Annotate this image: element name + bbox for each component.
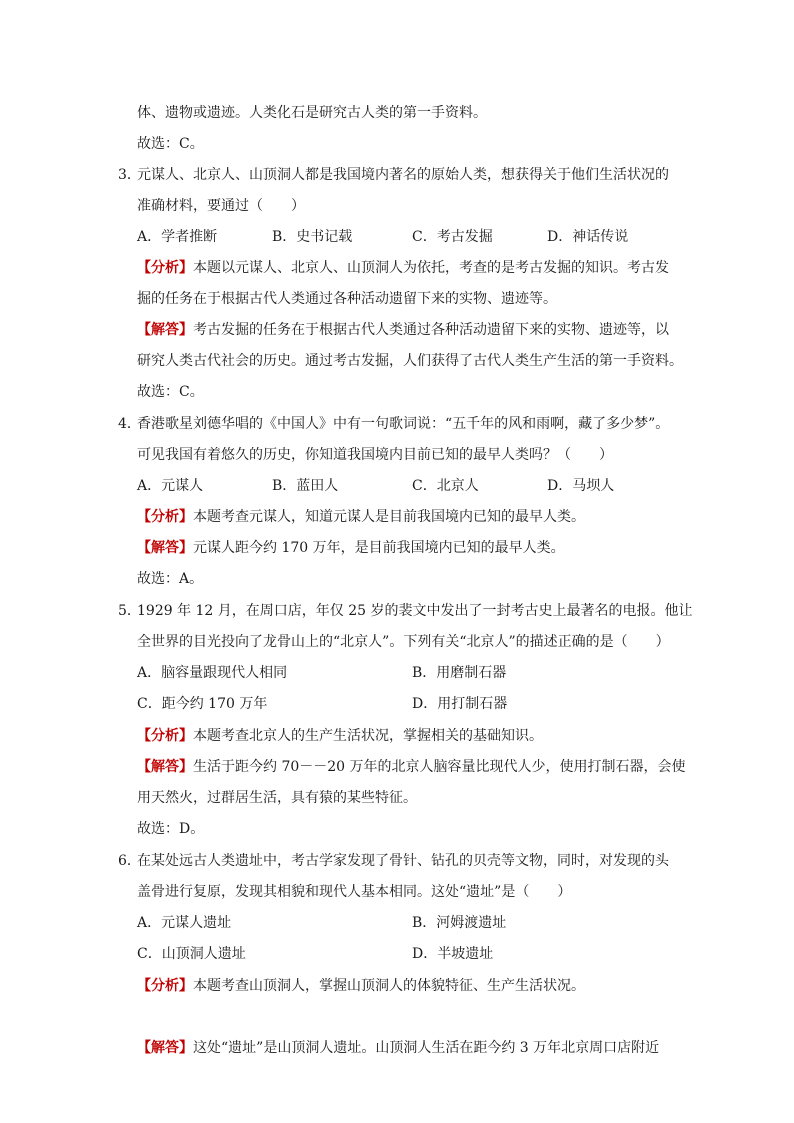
answer-line: 故选：A。 [137, 571, 204, 587]
analysis-text: 本题考查北京人的生产生活状况，掌握相关的基础知识。 [193, 728, 543, 744]
analysis-paragraph [137, 726, 543, 746]
option-b: B．河姆渡遗址 [412, 915, 507, 931]
solution-text: 考古发掘的任务在于根据古代人类通过各种活动遗留下来的实物、遗迹等，以 [193, 322, 669, 338]
solution-paragraph [137, 757, 686, 777]
solution-tag: 【解答】 [137, 540, 193, 556]
question-number: 3． [118, 167, 141, 183]
option-c: C．距今约 170 万年 [137, 696, 268, 712]
answer-line: 故选：D。 [137, 821, 205, 837]
option-d: D．神话传说 [547, 229, 629, 245]
question-stem: 盖骨进行复原，发现其相貌和现代人基本相同。这处“遗址”是（ ） [137, 884, 572, 900]
solution-tag: 【解答】 [137, 759, 193, 775]
analysis-text: 本题考查山顶洞人，掌握山顶洞人的体貌特征、生产生活状况。 [193, 978, 585, 994]
question-number: 5． [118, 603, 141, 619]
analysis-text: 本题考查元谋人，知道元谋人是目前我国境内已知的最早人类。 [193, 509, 585, 525]
solution-tag: 【解答】 [137, 1040, 193, 1056]
option-c: C．北京人 [412, 478, 479, 494]
option-a: A．元谋人遗址 [137, 915, 232, 931]
option-d: D．马坝人 [547, 478, 615, 494]
question-number: 6． [118, 853, 141, 869]
option-b: B．用磨制石器 [412, 665, 507, 681]
analysis-tag: 【分析】 [137, 978, 193, 994]
solution-paragraph [137, 320, 669, 340]
question-stem: 全世界的目光投向了龙骨山上的“北京人”。下列有关“北京人”的描述正确的是（ ） [137, 634, 670, 650]
question-stem: 在某处远古人类遗址中，考古学家发现了骨针、钻孔的贝壳等文物，同时，对发现的头 [137, 853, 669, 869]
analysis-paragraph [137, 976, 585, 996]
analysis-tag: 【分析】 [137, 728, 193, 744]
solution-text: 生活于距今约 70－－20 万年的北京人脑容量比现代人少，使用打制石器，会使 [193, 759, 686, 775]
question-stem: 准确材料，要通过（ ） [137, 198, 305, 214]
solution-text: 这处“遗址”是山顶洞人遗址。山顶洞人生活在距今约 3 万年北京周口店附近 [193, 1040, 660, 1056]
solution-paragraph [137, 538, 565, 558]
option-b: B．蓝田人 [272, 478, 339, 494]
option-d: D．用打制石器 [412, 696, 508, 712]
answer-line: 故选：C。 [137, 384, 204, 400]
analysis-tag: 【分析】 [137, 509, 193, 525]
option-c: C．考古发掘 [412, 229, 493, 245]
solution-tag: 【解答】 [137, 322, 193, 338]
question-stem: 1929 年 12 月，在周口店，年仅 25 岁的裴文中发出了一封考古史上最著名的电报。他让 [137, 603, 693, 619]
solution-paragraph [137, 1038, 659, 1058]
option-a: A．学者推断 [137, 229, 218, 245]
analysis-paragraph [137, 507, 585, 527]
question-stem: 香港歌星刘德华唱的《中国人》中有一句歌词说：“五千年的风和雨啊，藏了多少梦”。 [137, 416, 670, 432]
solution-text: 研究人类古代社会的历史。通过考古发掘，人们获得了古代人类生产生活的第一手资料。 [137, 353, 683, 369]
question-stem: 元谋人、北京人、山顶洞人都是我国境内著名的原始人类，想获得关于他们生活状况的 [137, 167, 669, 183]
option-c: C．山顶洞人遗址 [137, 946, 246, 962]
option-b: B．史书记载 [272, 229, 353, 245]
option-a: A．元谋人 [137, 478, 204, 494]
question-stem: 可见我国有着悠久的历史，你知道我国境内目前已知的最早人类吗？（ ） [137, 447, 613, 463]
solution-text: 用天然火，过群居生活，具有猿的某些特征。 [137, 790, 417, 806]
question-number: 4． [118, 416, 141, 432]
analysis-text: 掘的任务在于根据古代人类通过各种活动遗留下来的实物、遗迹等。 [137, 291, 557, 307]
analysis-paragraph [137, 258, 669, 278]
analysis-tag: 【分析】 [137, 260, 193, 276]
option-d: D．半坡遗址 [412, 946, 494, 962]
analysis-text: 本题以元谋人、北京人、山顶洞人为依托，考查的是考古发掘的知识。考古发 [193, 260, 669, 276]
answer-line: 故选：C。 [137, 136, 204, 152]
solution-text: 元谋人距今约 170 万年，是目前我国境内已知的最早人类。 [193, 540, 565, 556]
option-a: A．脑容量跟现代人相同 [137, 665, 288, 681]
continuation-text: 体、遗物或遗迹。人类化石是研究古人类的第一手资料。 [137, 105, 487, 121]
